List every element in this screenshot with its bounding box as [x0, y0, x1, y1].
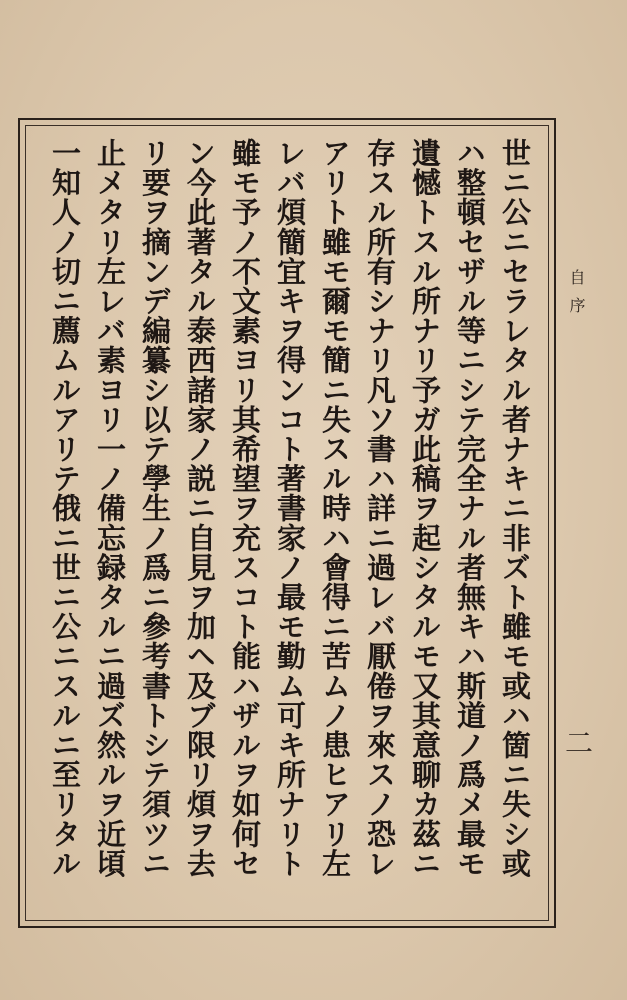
- body-text: [40, 138, 540, 908]
- text-column-4: 存スル所有シナリ凡ソ書ハ詳ニ過レバ厭倦ヲ來スノ恐レ: [363, 138, 397, 878]
- text-column-8: ン今此著タル泰西諸家ノ説ニ自見ヲ加ヘ及ブ限リ煩ヲ去: [183, 138, 217, 878]
- text-column-3: 遺憾トスル所ナリ予ガ此稿ヲ起シタルモ又其意聊カ茲ニ: [408, 138, 442, 878]
- text-column-10: 止メタリ左レバ素ヨリ一ノ備忘録タルニ過ズ然ルヲ近頃: [93, 138, 127, 878]
- text-column-6: レバ煩簡宜キヲ得ンコト著書家ノ最モ勤ム可キ所ナリト: [273, 138, 307, 878]
- text-column-7: 雖モ予ノ不文素ヨリ其希望ヲ充スコト能ハザルヲ如何セ: [228, 138, 262, 878]
- text-column-5: アリト雖モ爾モ簡ニ失スル時ハ會得ニ苦ムノ患ヒアリ左: [318, 138, 352, 878]
- running-head: 自序: [567, 269, 586, 325]
- text-column-11: 一知人ノ切ニ薦ムルアリテ俄ニ世ニ公ニスルニ至リタル: [48, 138, 82, 878]
- text-column-2: ハ整頓セザル等ニシテ完全ナル者無キハ斯道ノ爲メ最モ: [453, 138, 487, 878]
- text-column-1: 世ニ公ニセラレタル者ナキニ非ズト雖モ或ハ箇ニ失シ或: [498, 138, 532, 878]
- text-column-9: リ要ヲ摘ンデ編纂シ以テ學生ノ爲ニ參考書トシテ須ツニ: [138, 138, 172, 878]
- page-number: 二: [561, 728, 594, 756]
